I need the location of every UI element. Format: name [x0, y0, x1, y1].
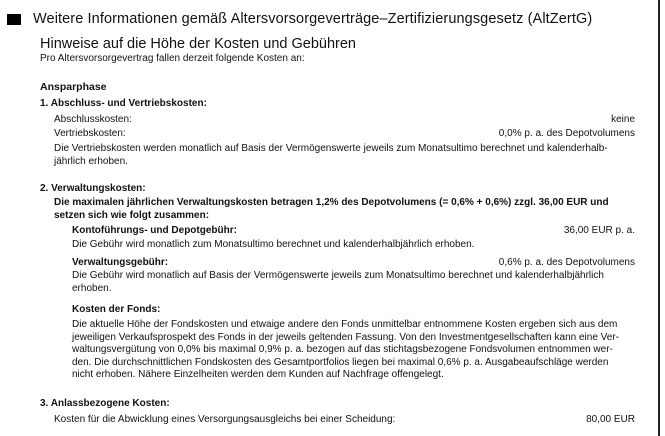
fonds-line: Die aktuelle Höhe der Fondskosten und etwaige andere den Fonds unmittelbar entnommene Kosten ergeben sich aus dem	[72, 319, 618, 330]
document-title: Weitere Informationen gemäß Altersvorsorgeverträge–Zertifizierungsgesetz (AltZertG)	[33, 11, 593, 27]
lead-line: setzen sich wie folgt zusammen:	[54, 209, 210, 221]
konto-note: Die Gebühr wird monatlich zum Monatsultimo berechnet und kalenderhalbjährlich erhoben.	[72, 239, 475, 250]
fonds-label: Kosten der Fonds:	[72, 304, 161, 315]
note-line: Die Vertriebskosten werden monatlich auf Basis der Vermögenswerte jeweils zum Monatsultimo berechnet und kalenderhalb-	[54, 143, 608, 154]
note-line: jährlich erhoben.	[54, 155, 128, 167]
phase-heading: Ansparphase	[40, 81, 107, 93]
lead-line: Die maximalen jährlichen Verwaltungskosten betragen 1,2% des Depotvolumens (= 0,6% + 0,6%) zzgl. 36,00 EUR und	[54, 197, 609, 208]
header-square-icon	[7, 14, 21, 25]
document-header	[7, 11, 592, 27]
row-value: 0,0% p. a. des Depotvolumens	[498, 128, 635, 139]
verwaltung-note	[72, 270, 635, 295]
row-value: 80,00 EUR	[586, 414, 635, 425]
intro-text: Pro Altersvorsorgevertrag fallen derzeit folgende Kosten an:	[40, 53, 305, 64]
row-label: Vertriebskosten:	[54, 128, 126, 139]
document-subtitle: Hinweise auf die Höhe der Kosten und Gebühren	[40, 36, 356, 52]
fonds-text	[72, 319, 635, 382]
fonds-line: nicht erhoben. Nähere Einzelheiten werden dem Kunden auf Nachfrage offengelegt.	[72, 369, 444, 380]
fonds-line: jeweiligen Verkaufsprospekt des Fonds in der jeweils geltenden Fassung. Von den Investmentgesellschaften kann eine Ver-	[72, 331, 620, 343]
row-value: keine	[611, 114, 635, 125]
konto-label: Kontoführungs- und Depotgebühr:	[72, 225, 237, 236]
row-label: Abschlusskosten:	[54, 114, 132, 125]
fonds-line: waltungsvergütung von 0,0% bis maximal 0,9% p. a. bezogen auf das stichtagsbezogene Fondsvolumen entnommen wer-	[72, 344, 613, 355]
section3-row	[54, 414, 635, 425]
verwaltung-value: 0,6% p. a. des Depotvolumens	[498, 257, 635, 268]
konto-row	[72, 225, 635, 236]
note-line: erhoben.	[72, 282, 112, 294]
page-edge-line	[658, 0, 660, 436]
section2-title: 2. Verwaltungskosten:	[40, 183, 146, 194]
section1-row-vertrieb	[54, 128, 635, 139]
section3-title: 3. Anlassbezogene Kosten:	[40, 398, 170, 409]
section1-note	[54, 143, 635, 168]
note-line: Die Gebühr wird monatlich auf Basis der Vermögenswerte jeweils zum Monatsultimo berechnet und kalenderhalbjährlich	[72, 270, 604, 281]
row-label: Kosten für die Abwicklung eines Versorgungsausgleichs bei einer Scheidung:	[54, 414, 396, 425]
fonds-line: den. Die durchschnittlichen Fondskosten des Gesamtportfolios liegen bei maximal 0,6% p. a. Ausgabeaufschläge werden	[72, 356, 609, 368]
section1-row-abschluss	[54, 114, 635, 125]
section2-lead	[54, 197, 635, 222]
verwaltung-label: Verwaltungsgebühr:	[72, 257, 169, 268]
section1-title: 1. Abschluss- und Vertriebskosten:	[40, 98, 207, 109]
konto-value: 36,00 EUR p. a.	[563, 225, 635, 236]
verwaltung-row	[72, 257, 635, 268]
